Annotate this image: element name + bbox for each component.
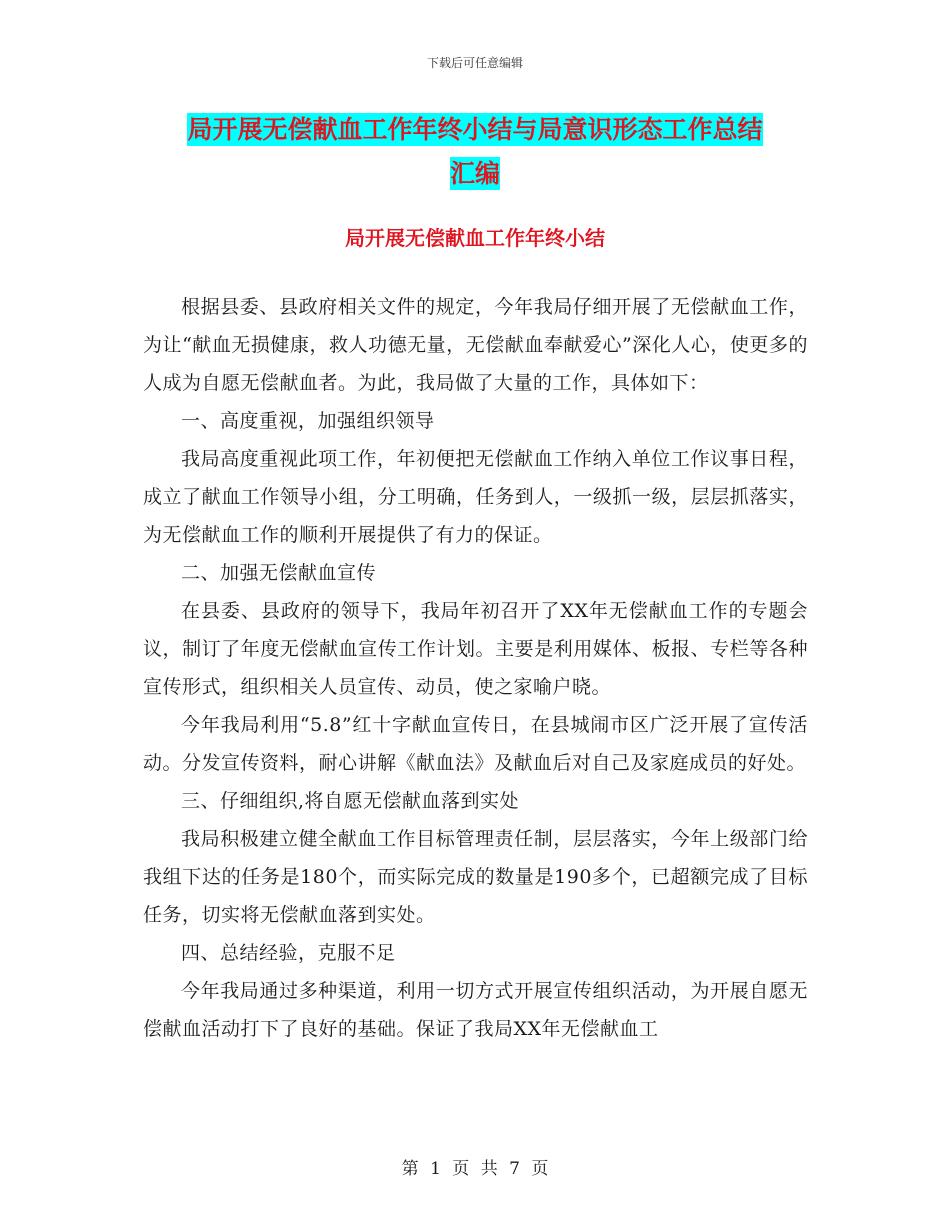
subheading: 四、总结经验，克服不足 bbox=[181, 942, 396, 964]
document-title-line2: 汇编 bbox=[449, 159, 500, 188]
page-footer: 第 1 页 共 7 页 bbox=[401, 1159, 549, 1179]
paragraph: 今年我局通过多种渠道，利用一切方式开展宣传组织活动，为开展自愿无偿献血活动打下了良好的基础。保证了我局XX年无偿献血工 bbox=[143, 980, 808, 1040]
document-body bbox=[143, 288, 808, 1048]
paragraph: 我局高度重视此项工作，年初便把无偿献血工作纳入单位工作议事日程，成立了献血工作领导小组，分工明确，任务到人，一级抓一级，层层抓落实，为无偿献血工作的顺利开展提供了有力的保证。 bbox=[143, 448, 808, 546]
subheading: 一、高度重视，加强组织领导 bbox=[181, 410, 435, 432]
document-title-line1: 局开展无偿献血工作年终小结与局意识形态工作总结 bbox=[187, 115, 763, 144]
subheading: 二、加强无偿献血宣传 bbox=[181, 562, 377, 584]
paragraph: 在县委、县政府的领导下，我局年初召开了XX年无偿献血工作的专题会议，制订了年度无偿献血宣传工作计划。主要是利用媒体、板报、专栏等各种宣传形式，组织相关人员宣传、动员，使之家喻户晓。 bbox=[143, 600, 808, 698]
paragraph: 根据县委、县政府相关文件的规定，今年我局仔细开展了无偿献血工作，为让“献血无损健康，救人功德无量，无偿献血奉献爱心”深化人心，使更多的人成为自愿无偿献血者。为此，我局做了大量的工作，具体如下： bbox=[143, 296, 808, 394]
header-note: 下载后可任意编辑 bbox=[426, 56, 523, 70]
section-title: 局开展无偿献血工作年终小结 bbox=[345, 226, 605, 250]
paragraph: 我局积极建立健全献血工作目标管理责任制，层层落实，今年上级部门给我组下达的任务是180个，而实际完成的数量是190多个，已超额完成了目标任务，切实将无偿献血落到实处。 bbox=[143, 828, 808, 926]
paragraph: 今年我局利用“5.8”红十字献血宣传日，在县城闹市区广泛开展了宣传活动。分发宣传资料，耐心讲解《献血法》及献血后对自己及家庭成员的好处。 bbox=[143, 714, 808, 774]
subheading: 三、仔细组织,将自愿无偿献血落到实处 bbox=[181, 790, 520, 812]
document-title bbox=[140, 108, 810, 196]
